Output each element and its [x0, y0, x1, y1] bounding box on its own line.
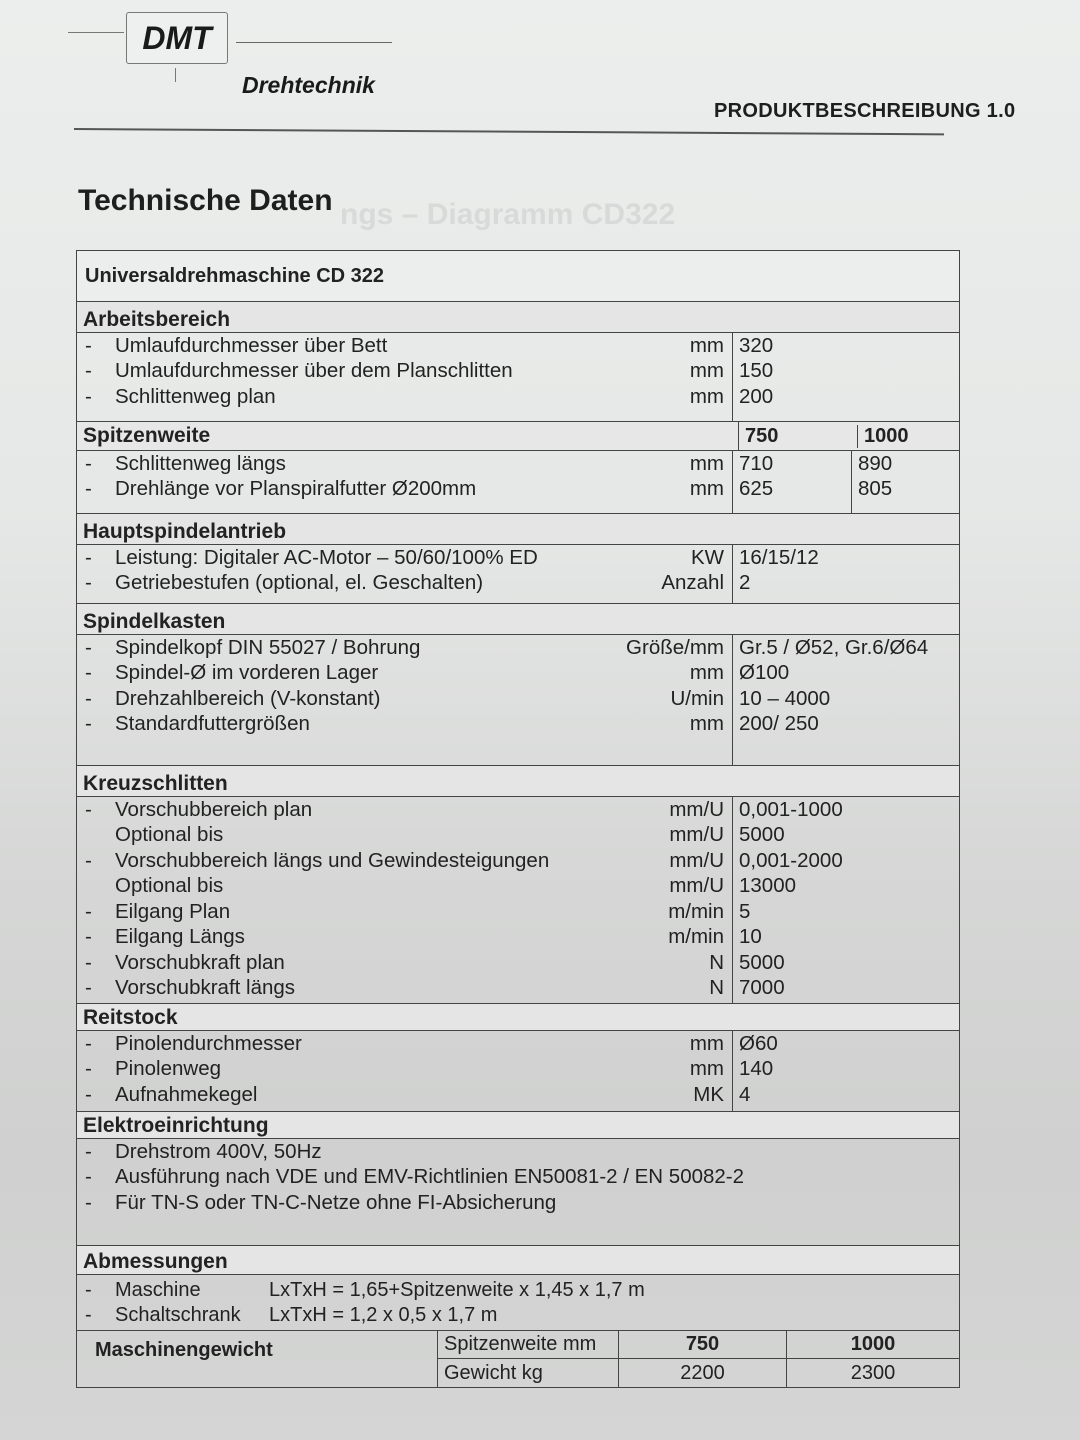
- group-heading-label: Spitzenweite: [83, 424, 211, 447]
- spec-value: Gr.5 / Ø52, Gr.6/Ø64: [739, 635, 929, 659]
- logo: [126, 12, 228, 64]
- bullet-dash: -: [85, 571, 92, 595]
- bullet-dash: -: [85, 797, 92, 821]
- spec-value: LxTxH = 1,65+Spitzenweite x 1,45 x 1,7 m: [269, 1279, 645, 1301]
- spec-row: [77, 712, 732, 738]
- spec-value: 200: [739, 384, 774, 408]
- spec-value: Ø60: [739, 1031, 778, 1055]
- spec-unit: mm/U: [669, 874, 724, 898]
- spec-label: Vorschubkraft plan: [115, 950, 285, 974]
- header-divider: [74, 128, 944, 135]
- bullet-dash: -: [85, 1165, 92, 1189]
- spec-row: [77, 976, 732, 1002]
- spec-row: [77, 1190, 959, 1216]
- spec-row: [77, 477, 732, 503]
- bullet-dash: -: [85, 899, 92, 923]
- spec-label: Vorschubbereich längs und Gewindesteigungen: [115, 848, 550, 872]
- spec-label: Eilgang Plan: [115, 899, 231, 923]
- bullet-dash: -: [85, 712, 92, 736]
- spec-value: 710: [739, 451, 774, 475]
- bullet-dash: -: [85, 477, 92, 501]
- group-heading-spitzenweite: [77, 422, 959, 451]
- spec-label: Eilgang Längs: [115, 925, 245, 949]
- spec-unit: mm/U: [669, 797, 724, 821]
- spec-unit: m/min: [668, 925, 724, 949]
- bullet-dash: -: [85, 333, 92, 357]
- weight-value-750: 2200: [618, 1359, 786, 1387]
- spec-value: 5000: [739, 823, 785, 847]
- spec-label: Schaltschrank: [115, 1304, 241, 1326]
- spec-row: [77, 686, 732, 712]
- bullet-dash: -: [85, 661, 92, 685]
- bullet-dash: -: [85, 1057, 92, 1081]
- spec-row: [77, 384, 732, 410]
- spec-unit: KW: [690, 545, 724, 569]
- spec-unit: mm: [689, 359, 724, 383]
- bullet-dash: -: [85, 359, 92, 383]
- spec-label: Leistung: Digitaler AC-Motor – 50/60/100% ED: [115, 545, 538, 569]
- group-spindelkasten: [77, 635, 959, 766]
- spec-value: 7000: [739, 976, 785, 1000]
- spec-unit: mm: [689, 333, 724, 357]
- bullet-dash: -: [85, 1082, 92, 1106]
- spec-row: [77, 874, 732, 900]
- group-heading-hauptspindelantrieb: Hauptspindelantrieb: [77, 514, 959, 545]
- bullet-dash: -: [85, 451, 92, 475]
- spec-label: Pinolendurchmesser: [115, 1031, 302, 1055]
- spec-label: Optional bis: [115, 823, 224, 847]
- spec-value: 13000: [739, 874, 797, 898]
- bullet-dash: -: [85, 1190, 92, 1214]
- spec-unit: m/min: [668, 899, 724, 923]
- spec-row: [77, 823, 732, 849]
- spec-value: 200/ 250: [739, 712, 819, 736]
- spec-unit: mm: [689, 661, 724, 685]
- spec-label: Maschine: [115, 1279, 201, 1301]
- spec-unit: mm: [689, 712, 724, 736]
- group-spitzenweite: [77, 451, 959, 514]
- show-through-text: ngs – Diagramm CD322: [340, 198, 676, 231]
- spec-row: [77, 1057, 732, 1083]
- weight-grid: [437, 1331, 959, 1387]
- bullet-dash: -: [85, 545, 92, 569]
- spec-row: [77, 1031, 732, 1057]
- spec-row: [77, 333, 732, 359]
- spec-row: [77, 848, 732, 874]
- spec-label: Spindelkopf DIN 55027 / Bohrung: [115, 635, 421, 659]
- spec-unit: mm: [689, 384, 724, 408]
- bullet-dash: -: [85, 1031, 92, 1055]
- spec-row: [77, 925, 732, 951]
- group-maschinengewicht: [77, 1331, 959, 1387]
- table-title: Universaldrehmaschine CD 322: [77, 251, 959, 302]
- spec-row: [77, 1303, 959, 1328]
- group-heading-arbeitsbereich: Arbeitsbereich: [77, 302, 959, 333]
- group-abmessungen: [77, 1275, 959, 1331]
- spec-row: [77, 545, 732, 571]
- group-heading-maschinengewicht: Maschinengewicht: [95, 1339, 273, 1361]
- spec-value: 320: [739, 333, 774, 357]
- column-header-750: 750: [745, 424, 779, 447]
- spec-value: 890: [858, 451, 893, 475]
- group-elektroeinrichtung: [77, 1139, 959, 1246]
- spec-label: Standardfuttergrößen: [115, 712, 310, 736]
- logo-line-left: [68, 32, 124, 33]
- group-heading-abmessungen: Abmessungen: [77, 1246, 959, 1275]
- spec-unit: Anzahl: [661, 571, 724, 595]
- spec-unit: mm: [689, 1031, 724, 1055]
- document-title: PRODUKTBESCHREIBUNG 1.0: [714, 100, 1016, 122]
- logo-tick: [175, 68, 176, 82]
- spec-unit: mm/U: [669, 848, 724, 872]
- bullet-dash: -: [85, 686, 92, 710]
- bullet-dash: -: [85, 1279, 92, 1301]
- spec-value: 150: [739, 359, 774, 383]
- spec-unit: MK: [693, 1082, 724, 1106]
- logo-line-right: [236, 42, 392, 43]
- bullet-dash: -: [85, 925, 92, 949]
- spec-unit: U/min: [670, 686, 724, 710]
- spec-unit: N: [709, 976, 724, 1000]
- group-kreuzschlitten: [77, 797, 959, 1004]
- group-heading-elektroeinrichtung: Elektroeinrichtung: [77, 1112, 959, 1139]
- spec-label: Pinolenweg: [115, 1057, 221, 1081]
- spec-label: Spindel-Ø im vorderen Lager: [115, 661, 379, 685]
- group-arbeitsbereich: [77, 333, 959, 422]
- spec-unit: mm: [689, 451, 724, 475]
- spec-value: 5: [739, 899, 751, 923]
- group-reitstock: [77, 1031, 959, 1112]
- group-heading-reitstock: Reitstock: [77, 1004, 959, 1031]
- spec-row: [77, 451, 732, 477]
- subbrand: Drehtechnik: [242, 72, 375, 98]
- spec-label: Vorschubbereich plan: [115, 797, 313, 821]
- spec-row: [77, 899, 732, 925]
- spec-label: Drehstrom 400V, 50Hz: [115, 1139, 322, 1163]
- spec-value: 2: [739, 571, 751, 595]
- spec-label: Schlittenweg plan: [115, 384, 276, 408]
- column-header-1000: 1000: [857, 425, 959, 448]
- spec-value: 10 – 4000: [739, 686, 831, 710]
- spec-label: Umlaufdurchmesser über Bett: [115, 333, 388, 357]
- spec-label: Für TN-S oder TN-C-Netze ohne FI-Absicherung: [115, 1190, 557, 1214]
- spec-unit: N: [709, 950, 724, 974]
- spec-table: [76, 250, 958, 1388]
- spec-label: Getriebestufen (optional, el. Geschalten): [115, 571, 484, 595]
- spec-value: LxTxH = 1,2 x 0,5 x 1,7 m: [269, 1304, 498, 1326]
- spec-row: [77, 1165, 959, 1191]
- spec-value: 0,001-2000: [739, 848, 843, 872]
- group-hauptspindelantrieb: [77, 545, 959, 604]
- spec-row: [77, 571, 732, 597]
- weight-header-750: 750: [618, 1331, 786, 1359]
- weight-header-label: Spitzenweite mm: [438, 1331, 618, 1359]
- spec-row: [77, 661, 732, 687]
- spec-row: [77, 797, 732, 823]
- spec-row: [77, 1278, 959, 1303]
- bullet-dash: -: [85, 1304, 92, 1326]
- spec-label: Vorschubkraft längs: [115, 976, 296, 1000]
- spec-value: 5000: [739, 950, 785, 974]
- spec-unit: Größe/mm: [626, 635, 724, 659]
- spec-label: Drehzahlbereich (V-konstant): [115, 686, 381, 710]
- logo-text: DMT: [142, 19, 212, 56]
- group-heading-kreuzschlitten: Kreuzschlitten: [77, 766, 959, 797]
- spec-unit: mm: [689, 477, 724, 501]
- bullet-dash: -: [85, 848, 92, 872]
- spec-value: 10: [739, 925, 762, 949]
- spec-value: 0,001-1000: [739, 797, 843, 821]
- spec-value: 140: [739, 1057, 774, 1081]
- group-heading-spindelkasten: Spindelkasten: [77, 604, 959, 635]
- spec-value: 4: [739, 1082, 751, 1106]
- spec-row: [77, 1139, 959, 1165]
- spec-unit: mm: [689, 1057, 724, 1081]
- spec-label: Ausführung nach VDE und EMV-Richtlinien EN50081-2 / EN 50082-2: [115, 1165, 745, 1189]
- bullet-dash: -: [85, 384, 92, 408]
- spec-value: 805: [858, 477, 893, 501]
- bullet-dash: -: [85, 976, 92, 1000]
- weight-value-1000: 2300: [786, 1359, 959, 1387]
- spec-unit: mm/U: [669, 823, 724, 847]
- spec-value: Ø100: [739, 661, 790, 685]
- spec-label: Umlaufdurchmesser über dem Planschlitten: [115, 359, 513, 383]
- spec-row: [77, 1082, 732, 1108]
- section-title: Technische Daten: [78, 184, 333, 217]
- bullet-dash: -: [85, 950, 92, 974]
- spec-label: Aufnahmekegel: [115, 1082, 258, 1106]
- weight-header-1000: 1000: [786, 1331, 959, 1359]
- spec-value: 16/15/12: [739, 545, 819, 569]
- spec-label: Optional bis: [115, 874, 224, 898]
- bullet-dash: -: [85, 635, 92, 659]
- spec-label: Schlittenweg längs: [115, 451, 286, 475]
- spec-value: 625: [739, 477, 774, 501]
- spec-label: Drehlänge vor Planspiralfutter Ø200mm: [115, 477, 477, 501]
- spec-row: [77, 950, 732, 976]
- bullet-dash: -: [85, 1139, 92, 1163]
- weight-row-label: Gewicht kg: [444, 1361, 543, 1384]
- spec-row: [77, 635, 732, 661]
- spec-row: [77, 359, 732, 385]
